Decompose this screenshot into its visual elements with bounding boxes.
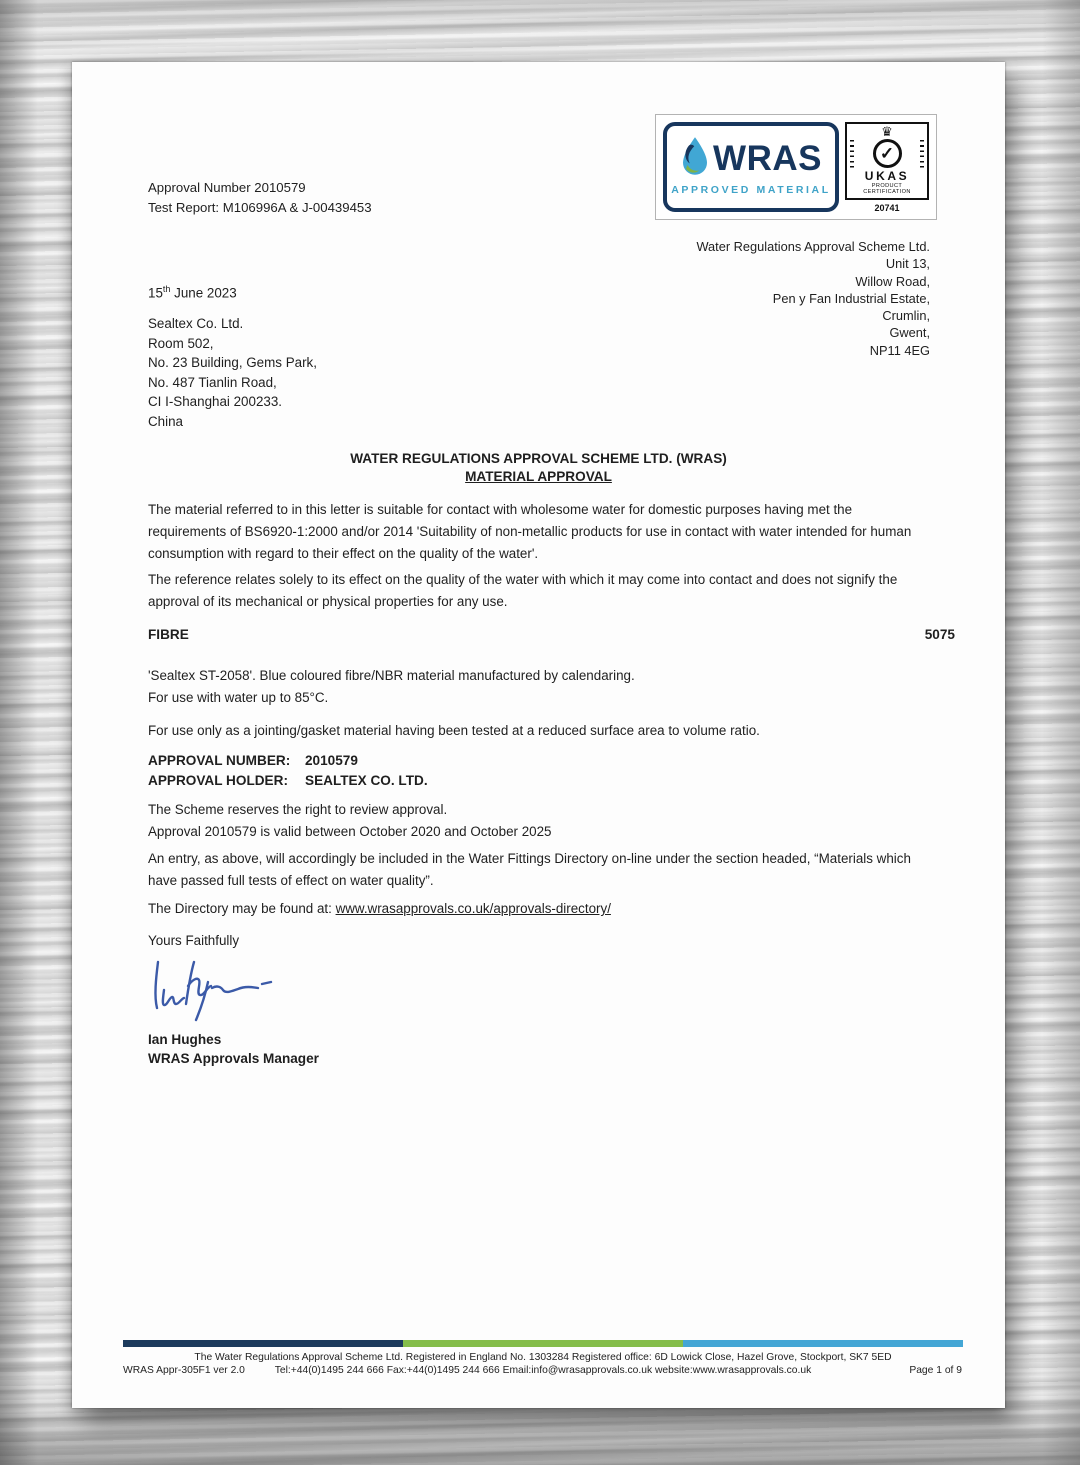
ukas-ruler-right-icon — [920, 140, 924, 170]
approved-material-label: APPROVED MATERIAL — [671, 183, 831, 196]
test-report-line: Test Report: M106996A & J-00439453 — [148, 200, 372, 215]
address-line: Water Regulations Approval Scheme Ltd. — [696, 239, 930, 254]
footer-bar-green — [403, 1340, 683, 1347]
footer-bar-navy — [123, 1340, 403, 1347]
recipient-line: CI I-Shanghai 200233. — [148, 394, 283, 410]
approval-details — [148, 751, 428, 790]
address-line: Willow Road, — [855, 273, 930, 289]
reference-block — [148, 178, 372, 218]
approval-number-row: APPROVAL NUMBER: 2010579 — [148, 753, 358, 768]
paragraph-directory-entry: An entry, as above, will accordingly be included in the Water Fittings Directory on-line under the section headed, “Materials which have passed full tests of effect on water quality”. — [148, 851, 911, 888]
recipient-line: Room 502, — [148, 335, 214, 351]
crown-icon: ♛ — [881, 124, 893, 139]
wras-logo-text: WRAS — [713, 138, 822, 178]
footer-registered-line: The Water Regulations Approval Scheme Ltd. Registered in England No. 1303284 Registered office: 6D Lowick Close, Hazel Grove, Stockport, SK7 5ED — [194, 1352, 892, 1363]
signatory-title: WRAS Approvals Manager — [148, 1051, 319, 1066]
paragraph-reference: The reference relates solely to its effect on the quality of the water with which it may come into contact and does not signify the approval of its mechanical or physical properties for any use. — [148, 572, 898, 609]
address-line: Gwent, — [889, 325, 930, 341]
material-heading-row — [148, 627, 955, 642]
directory-link[interactable]: www.wrasapprovals.co.uk/approvals-directory/ — [335, 901, 611, 916]
ukas-certificate-number: 20741 — [874, 202, 900, 213]
material-code: 5075 — [924, 627, 955, 642]
material-type: FIBRE — [148, 627, 189, 642]
directory-link-line: The Directory may be found at: www.wrasapprovals.co.uk/approvals-directory/ — [148, 901, 611, 916]
footer-bar-blue — [683, 1340, 963, 1347]
footer-contact-line: Tel:+44(0)1495 244 666 Fax:+44(0)1495 244 666 Email:info@wrasapprovals.co.uk website:www.wrasapprovals.co.uk — [274, 1365, 812, 1376]
recipient-line: No. 487 Tianlin Road, — [148, 374, 277, 390]
footer-form-reference: WRAS Appr-305F1 ver 2.0 — [123, 1365, 245, 1376]
logo-lockup — [655, 114, 937, 220]
address-line: Pen y Fan Industrial Estate, — [772, 290, 930, 306]
recipient-line: Sealtex Co. Ltd. — [148, 316, 244, 331]
ukas-certification-label: CERTIFICATION — [863, 189, 911, 196]
document-page — [72, 62, 1005, 1408]
title-line-1: WATER REGULATIONS APPROVAL SCHEME LTD. (WRAS) — [350, 451, 727, 466]
checkmark-circle-icon: ✓ — [873, 139, 902, 168]
signatory-block — [148, 1030, 319, 1068]
recipient-line: No. 23 Building, Gems Park, — [148, 355, 317, 371]
ukas-certification-mark — [845, 122, 929, 212]
closing-salutation: Yours Faithfully — [148, 933, 240, 948]
material-usage-note: For use only as a jointing/gasket material having been tested at a reduced surface area to volume ratio. — [148, 723, 760, 738]
water-drop-icon — [680, 136, 710, 181]
address-line: Crumlin, — [882, 308, 930, 324]
letter-title — [72, 450, 1005, 486]
ukas-product-label: PRODUCT — [871, 183, 903, 189]
ukas-logo-text: UKAS — [864, 169, 910, 183]
ukas-ruler-left-icon — [850, 140, 854, 170]
review-validity: The Scheme reserves the right to review approval. Approval 2010579 is valid between October 2020 and October 2025 — [148, 802, 552, 839]
title-line-2: MATERIAL APPROVAL — [465, 469, 612, 484]
page-number: Page 1 of 9 — [909, 1365, 962, 1376]
sender-address-block — [696, 238, 930, 359]
signatory-name: Ian Hughes — [148, 1032, 222, 1047]
letter-date: 15th June 2023 — [148, 284, 237, 301]
recipient-address-block — [148, 314, 317, 432]
material-description: 'Sealtex ST-2058'. Blue coloured fibre/NBR material manufactured by calendaring. For use with water up to 85°C. — [148, 668, 635, 705]
recipient-line: China — [148, 413, 183, 429]
footer-color-bar — [123, 1340, 963, 1347]
approval-holder-row: APPROVAL HOLDER: SEALTEX CO. LTD. — [148, 772, 428, 788]
paragraph-suitability: The material referred to in this letter is suitable for contact with wholesome water for domestic purposes having met the requirements of BS6920-1:2000 and/or 2014 'Suitability of non-metallic products for use in contact with water intended for human consumption with regard to their effect on the quality of the water'. — [148, 502, 912, 561]
approval-number-line: Approval Number 2010579 — [148, 180, 306, 195]
signature-image — [150, 952, 285, 1033]
address-line: NP11 4EG — [869, 342, 930, 358]
wras-approved-material-logo — [663, 122, 839, 212]
address-line: Unit 13, — [885, 256, 930, 272]
